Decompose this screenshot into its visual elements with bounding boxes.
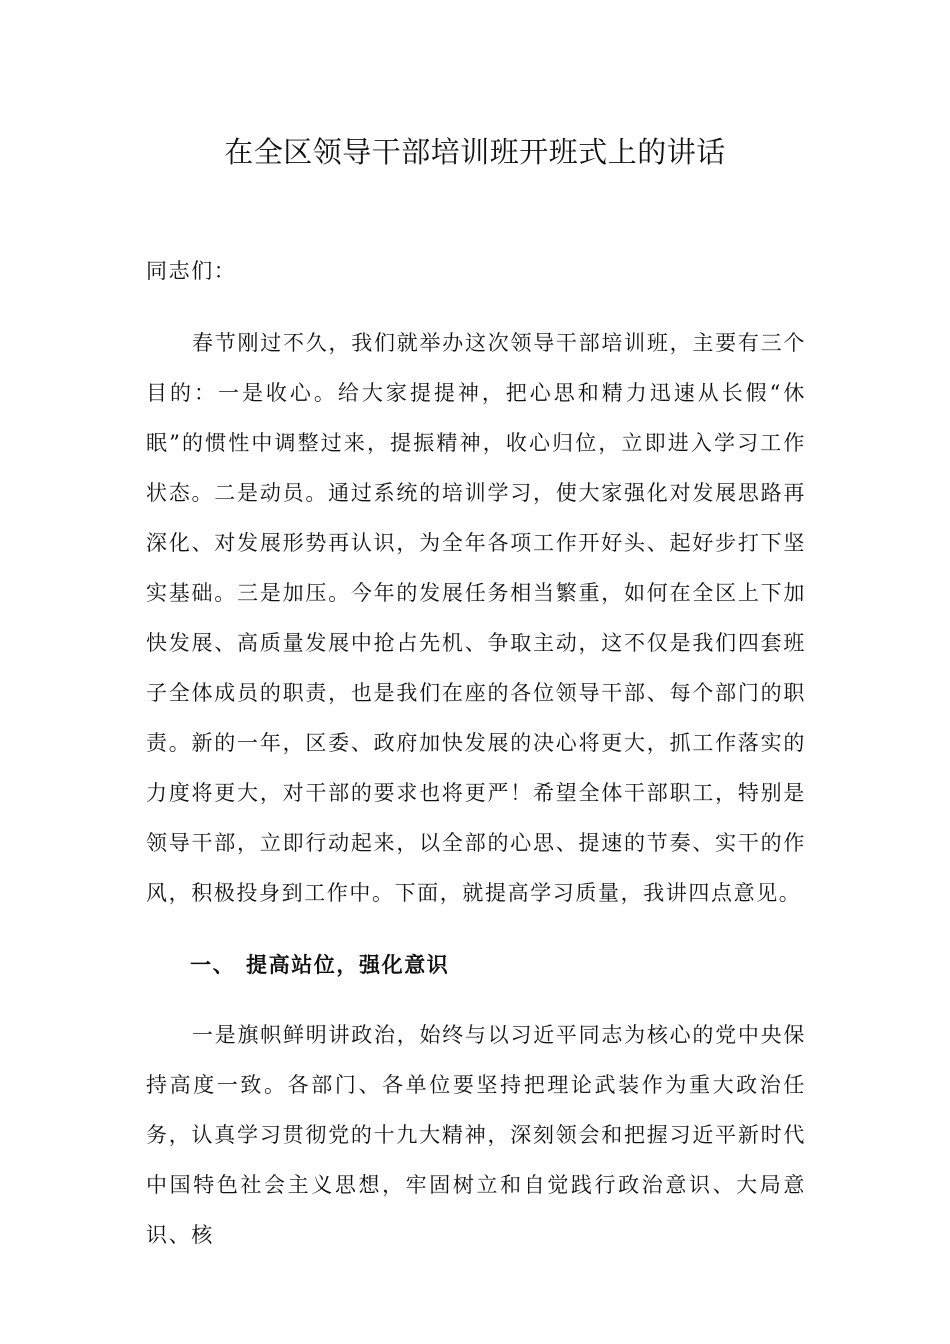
section-heading-text: 提高站位，强化意识 [246, 953, 450, 977]
salutation: 同志们： [146, 259, 237, 283]
document-title: 在全区领导干部培训班开班式上的讲话 [224, 135, 726, 169]
paragraph-intro: 春节刚过不久，我们就举办这次领导干部培训班，主要有三个目的：一是收心。给大家提提神，把心思和精力迅速从长假“休眠”的惯性中调整过来，提振精神，收心归位，立即进入学习工作状态。二是动员。通过系统的培训学习，使大家强化对发展思路再深化、对发展形势再认识，为全年各项工作开好头、起好步打下坚实基础。三是加压。今年的发展任务相当繁重，如何在全区上下加快发展、高质量发展中抢占先机、争取主动，这不仅是我们四套班子全体成员的职责，也是我们在座的各位领导干部、每个部门的职责。新的一年，区委、政府加快发展的决心将更大，抓工作落实的力度将更大，对干部的要求也将更严！希望全体干部职工，特别是领导干部，立即行动起来，以全部的心思、提速的节奏、实干的作风，积极投身到工作中。下面，就提高学习质量，我讲四点意见。 [146, 331, 806, 905]
paragraph-section-1: 一是旗帜鲜明讲政治，始终与以习近平同志为核心的党中央保持高度一致。各部门、各单位要坚持把理论武装作为重大政治任务，认真学习贯彻党的十九大精神，深刻领会和把握习近平新时代中国特色社会主义思想，牢固树立和自觉践行政治意识、大局意识、核 [146, 1023, 806, 1247]
section-heading [190, 940, 449, 990]
section-number: 一、 [190, 953, 236, 977]
